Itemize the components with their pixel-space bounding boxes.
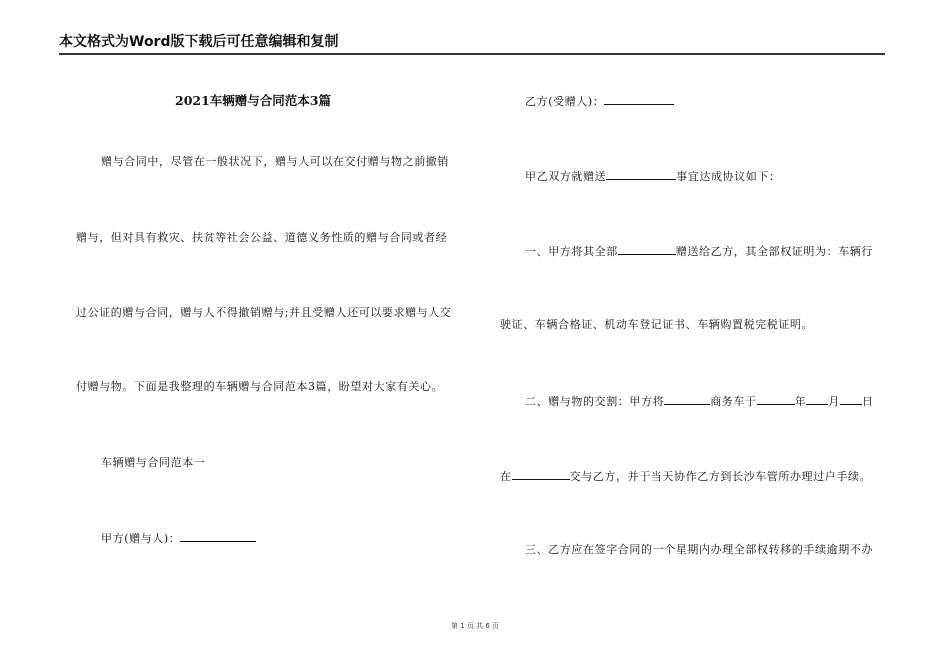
clause-1-text-a: 一、甲方将其全部 [525,245,618,258]
party-a-line [101,530,256,546]
page-number: 第 1 页 共 6 页 [450,622,500,630]
clause-2-text-b: 商务车于 [710,395,757,408]
place-blank [512,468,570,480]
month-label: 月 [828,395,840,408]
day-label: 日 [861,395,874,408]
party-b-line [525,93,674,109]
intro-line [525,168,781,184]
paragraph-line: 赠与合同中，尽管在一般状况下，赠与人可以在交付赠与物之前撤销 [101,155,449,168]
party-a-label: 甲方(赠与人)： [101,532,181,545]
gift-vehicle-blank [618,243,676,255]
month-blank [806,393,828,405]
day-blank [840,393,862,405]
clause-2-cont [500,468,871,484]
page-header [59,33,885,55]
party-a-blank [180,530,256,542]
year-label: 年 [794,395,807,408]
document-title: 2021车辆赠与合同范本3篇 [175,93,331,108]
header-notice: 本文格式为Word版下载后可任意编辑和复制 [59,34,339,50]
clause-2-text-g: 交与乙方，并于当天协作乙方到长沙车管所办理过户手续。 [569,470,872,483]
year-blank [757,393,795,405]
party-b-blank [604,93,674,105]
clause-3-line: 三、乙方应在签字合同的一个星期内办理全部权转移的手续逾期不办 [525,543,873,556]
clause-1-cont: 驶证、车辆合格证、机动车登记证书、车辆购置税完税证明。 [500,318,814,331]
section-heading: 车辆赠与合同范本一 [101,456,206,469]
intro-text-a: 甲乙双方就赠送 [525,170,607,183]
clause-2-line [525,393,873,409]
clause-1-line [525,243,873,259]
clause-1-text-b: 赠送给乙方，其全部权证明为：车辆行 [675,245,874,258]
party-b-label: 乙方(受赠人)： [525,95,605,108]
clause-2-text-a: 二、赠与物的交割：甲方将 [525,395,665,408]
clause-2-text-f: 在 [500,470,512,483]
paragraph-line: 过公证的赠与合同，赠与人不得撤销赠与;并且受赠人还可以要求赠与人交 [76,306,452,319]
intro-text-b: 事宜达成协议如下： [676,170,781,183]
paragraph-line: 付赠与物。下面是我整理的车辆赠与合同范本3篇，盼望对大家有关心。 [76,380,444,393]
vehicle-blank [664,393,710,405]
paragraph-line: 赠与，但对具有救灾、扶贫等社会公益、道德义务性质的赠与合同或者经 [76,231,448,244]
gift-item-blank [606,168,676,180]
